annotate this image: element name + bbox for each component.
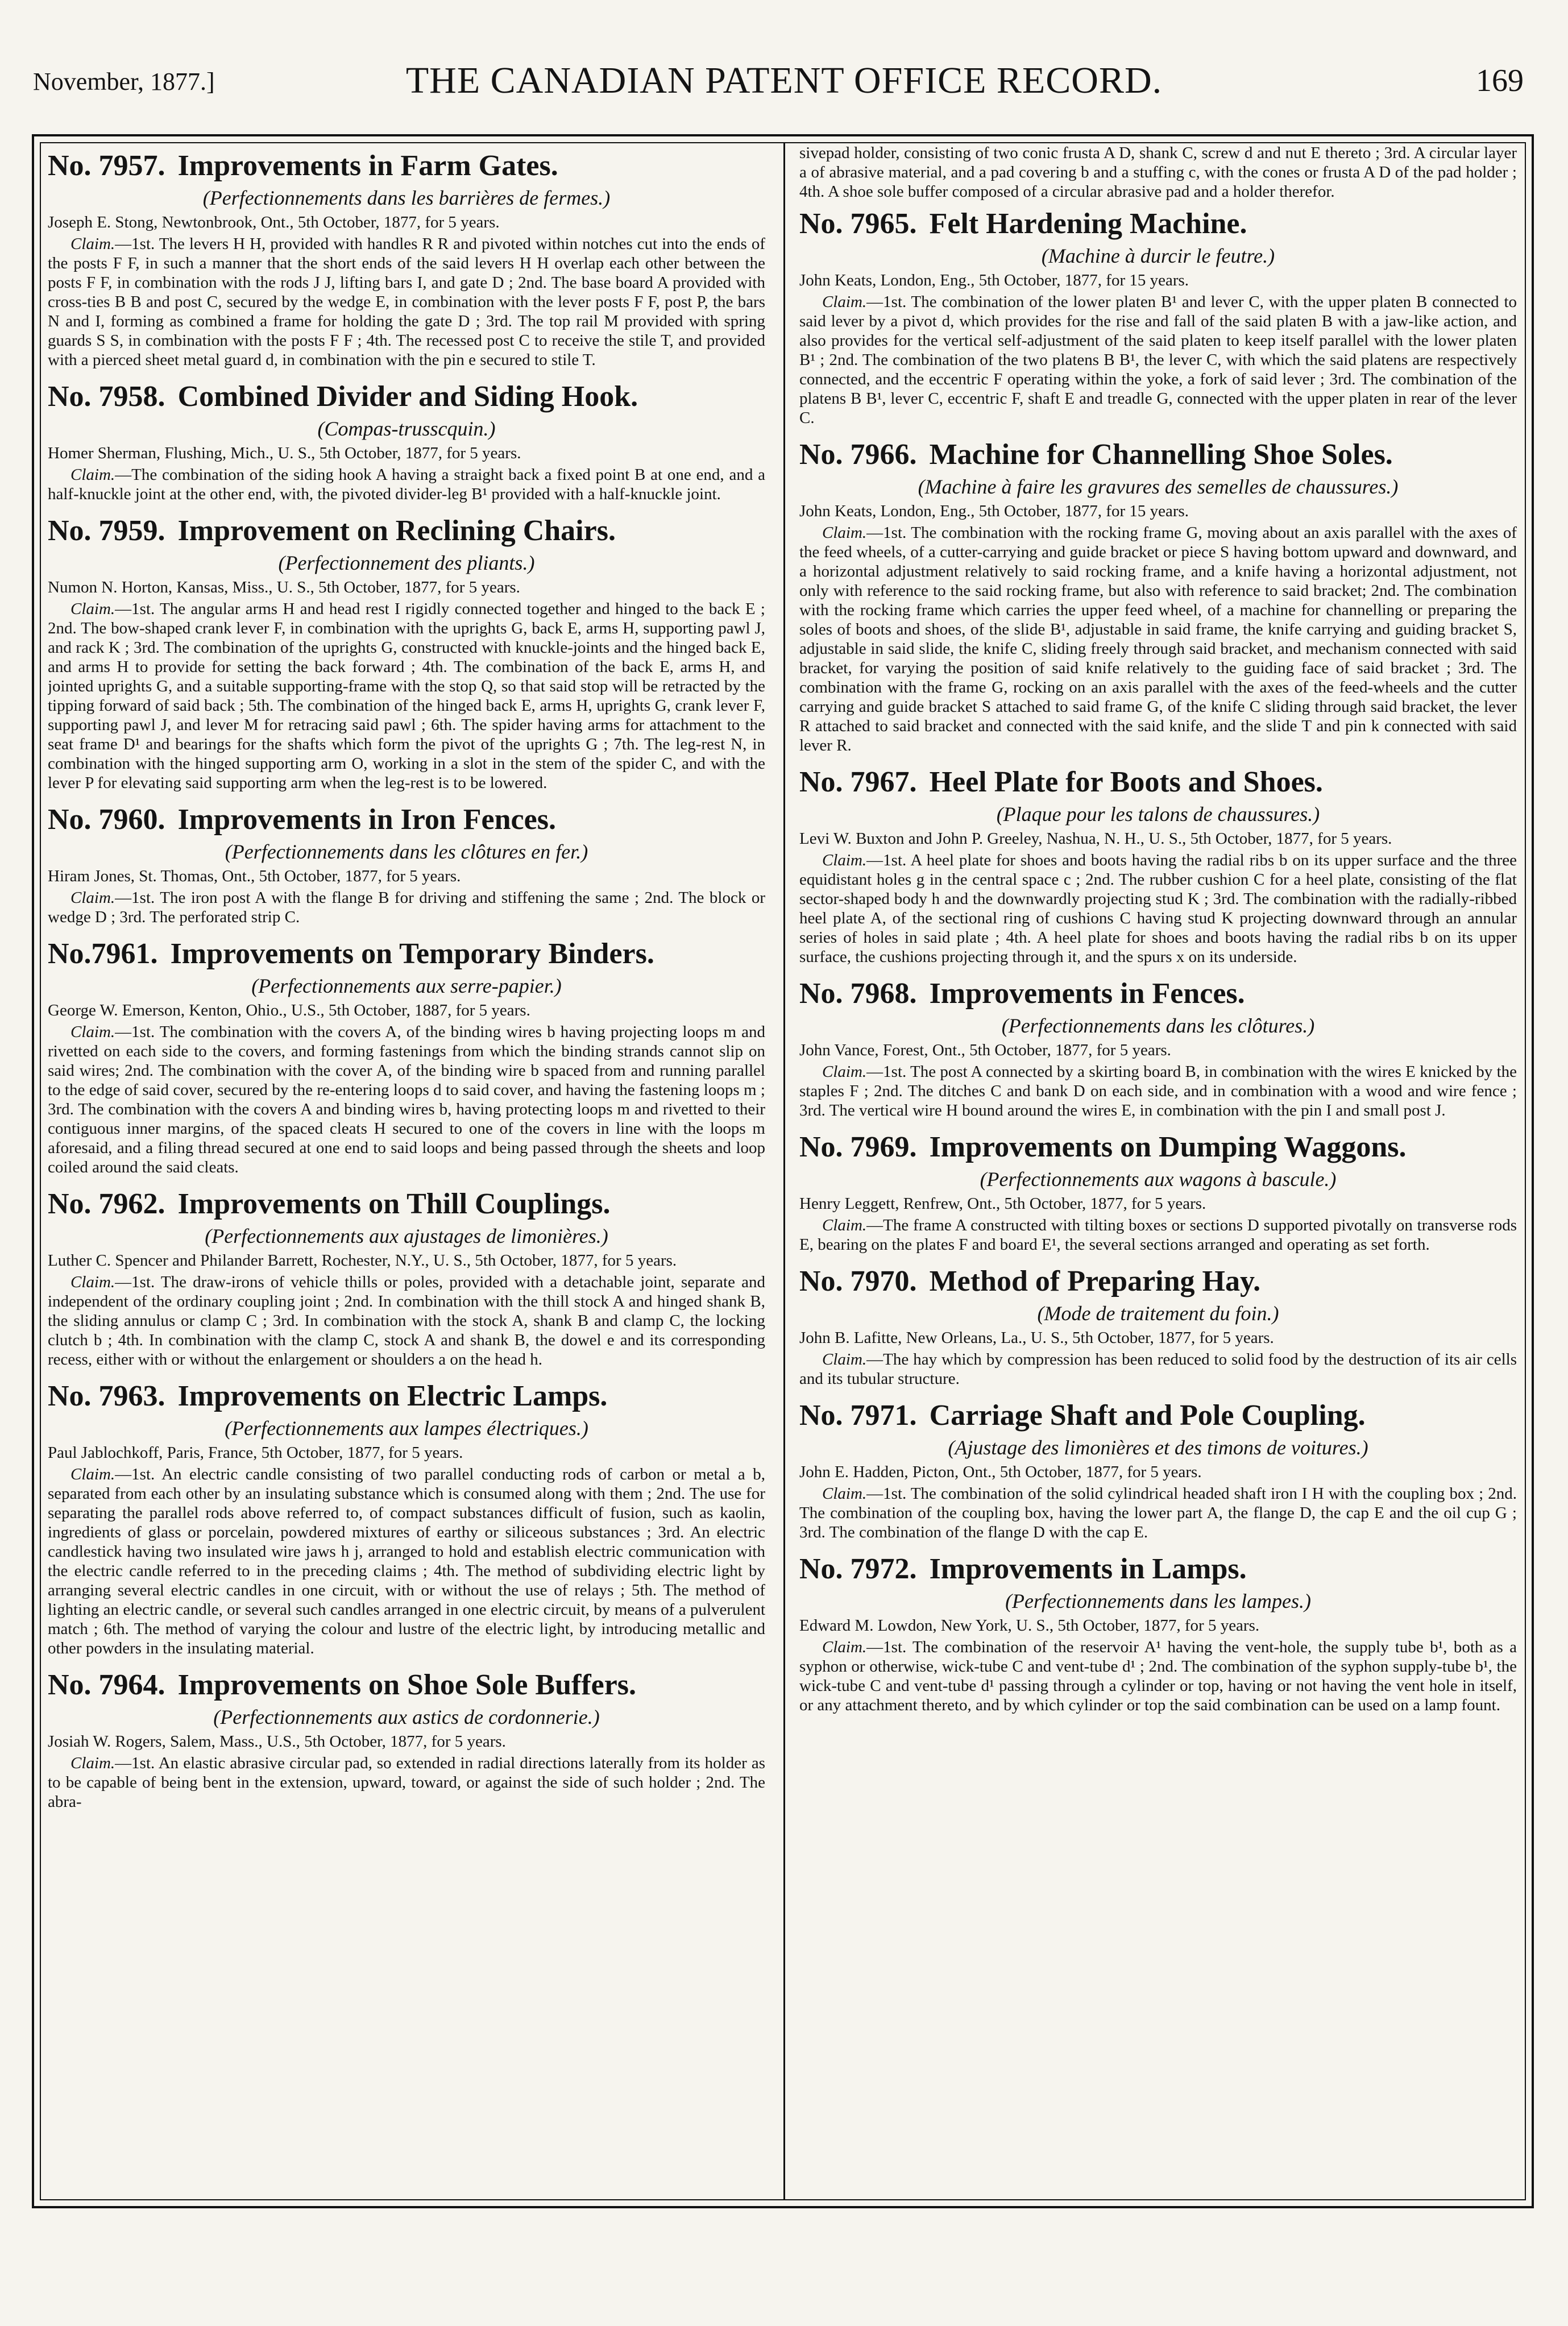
patent-number: No. 7965. [799, 208, 917, 240]
inventor-line: Luther C. Spencer and Philander Barrett, Rochester, N.Y., U. S., 5th October, 1877, for 5 years. [48, 1251, 677, 1270]
patent-number: No. 7963. [48, 1380, 165, 1412]
patent-title: Machine for Channelling Shoe Soles. [929, 438, 1393, 471]
inventor-line: Homer Sherman, Flushing, Mich., U. S., 5th October, 1877, for 5 years. [48, 444, 521, 462]
patent-entry [48, 380, 765, 504]
claim-label: Claim. [822, 851, 867, 869]
claim-label: Claim. [70, 1023, 115, 1041]
patent-entry [799, 1130, 1517, 1254]
patent-title: Improvements in Lamps. [929, 1553, 1247, 1585]
patent-entry [799, 438, 1517, 755]
entry-heading [48, 514, 765, 548]
claim-label: Claim. [70, 1754, 115, 1772]
claim-body: —1st. The angular arms H and head rest I rigidly connected together and hinged to the back E ; 2nd. The bow-shaped crank lever F, in combination with the uprights G, back E, arms H, supporting pawl J, and rack K ; 3rd. The combination of the uprights G, constructed with knuckle-joints and the hinged back E, and arms H to provide for setting the back forward ; 4th. The combination of the back E, arms H, and jointed uprights G, and a suitable supporting-frame with the stop Q, so that said stop will be retracted by the tipping forward of said back ; 5th. The combination of the hinged back E, arms H, uprights G, crank lever F, supporting pawl J, and lever M for retracing said pawl ; 6th. The spider having arms for attachment to the seat frame D¹ and bearings for the shafts which form the pivot of the uprights G ; 7th. The leg-rest N, in combination with the hinged supporting arm O, working in a slot in the stem of the spider C, and with the lever P for elevating said supporting arm when the leg-rest is to be lowered. [48, 600, 765, 792]
patent-title: Improvements in Iron Fences. [177, 803, 556, 836]
patent-number: No. 7970. [799, 1265, 917, 1297]
entry-heading [48, 803, 765, 837]
entry-heading [799, 765, 1517, 799]
patent-entry [799, 977, 1517, 1120]
patent-title: Improvements on Shoe Sole Buffers. [177, 1669, 637, 1701]
french-title: (Machine à faire les gravures des semelles de chaussures.) [918, 475, 1399, 498]
patent-entry [48, 803, 765, 927]
french-title: (Perfectionnements aux ajustages de limonières.) [205, 1225, 608, 1247]
patent-title: Improvements on Dumping Waggons. [929, 1131, 1407, 1163]
claim-body: —1st. The combination of the solid cylindrical headed shaft iron I H with the coupling box ; 2nd. The combination of the coupling box, having the lower part A, the flange D, the cap E and the oil cup G ; 3rd. The combination of the flange D with the cap E. [799, 1485, 1517, 1541]
inventor-line: John E. Hadden, Picton, Ont., 5th October, 1877, for 5 years. [799, 1463, 1202, 1481]
claim-text [48, 1465, 765, 1658]
claim-body: —The hay which by compression has been reduced to solid food by the destruction of its air cells and its tubular structure. [799, 1350, 1517, 1388]
claim-body: —1st. The combination with the rocking frame G, moving about an axis parallel with the axes of the feed wheels, of a cutter-carrying and guide bracket or piece S having bottom upward and downward, and a horizontal adjustment relatively to said rocking frame, and a knife having a horizontal adjustment, not only with reference to the said rocking frame, but also with reference to said bracket; 2nd. The combination with the rocking frame which carries the upper feed wheel, of a machine for channelling or preparing the soles of boots and shoes, of the slide B¹, adjustable in said frame, the knife carrying and guiding bracket S, adjustable in said slide, the knife C, sliding freely through said bracket, and mechanism connected with said bracket, for varying the position of said knife relatively to the guiding face of said bracket ; 3rd. The combination with the frame G, rocking on an axis parallel with the axes of the feed-wheels and the cutter carrying and guide bracket S attached to said frame G, of the knife C sliding through said bracket, the lever R attached to said bracket and connected with the said knife, and the slide T and pin k connected with said lever R. [799, 524, 1517, 754]
entry-heading [799, 438, 1517, 472]
claim-body: —1st. The combination of the reservoir A¹ having the vent-hole, the supply tube b¹, both as a syphon or otherwise, wick-tube C and vent-tube d¹ ; 2nd. The combination of the syphon supply-tube b¹, the wick-tube C and vent-tube d¹ passing through a cylinder or top, having or not having the vent hole in itself, or any attachment thereto, and by which cylinder or top the said combination can be used on a lamp fount. [799, 1638, 1517, 1714]
inventor-line: Hiram Jones, St. Thomas, Ont., 5th October, 1877, for 5 years. [48, 867, 461, 885]
issue-date: November, 1877.] [33, 68, 215, 96]
claim-text [48, 465, 765, 504]
entry-heading [48, 380, 765, 414]
patent-number: No. 7957. [48, 150, 165, 182]
claim-text [799, 523, 1517, 755]
patent-title: Improvement on Reclining Chairs. [177, 515, 616, 547]
claim-body: —1st. An electric candle consisting of two parallel conducting rods of carbon or metal a b, separated from each other by an insulating substance which is consumed along with them ; 2nd. The use for separating the parallel rods above referred to, of compact substances difficult of fusion, such as kaolin, ingredients of glass or porcelain, powdered mixtures of earthy or siliceous substances ; 3rd. An electric candlestick having two insulated wire jaws h j, arranged to hold and establish electric communication with the electric candle referred to in the preceding claims ; 4th. The method of subdividing electric light by arranging several electric candles in one circuit, with or without the use of relays ; 5th. The method of lighting an electric candle, or several such candles arranged in one electric circuit, by means of a pulverulent match ; 6th. The method of varying the colour and lustre of the electric light, by introducing metallic and other powders in the insulating material. [48, 1465, 765, 1657]
french-title: (Perfectionnements dans les clôtures.) [1001, 1014, 1315, 1037]
inventor-line: John Vance, Forest, Ont., 5th October, 1877, for 5 years. [799, 1041, 1171, 1059]
claim-body: —The combination of the siding hook A having a straight back a fixed point B at one end, and a half-knuckle joint at the other end, with, the pivoted divider-leg B¹ provided with a half-knuckle joint. [48, 466, 765, 503]
claim-text [799, 851, 1517, 967]
inventor-line: George W. Emerson, Kenton, Ohio., U.S., 5th October, 1887, for 5 years. [48, 1001, 530, 1019]
claim-body: —The frame A constructed with tilting boxes or sections D supported pivotally on transverse rods E, bearing on the plates F and board E¹, the several sections arranged and operating as set forth. [799, 1216, 1517, 1254]
entry-heading [799, 207, 1517, 241]
inventor-line: Paul Jablochkoff, Paris, France, 5th October, 1877, for 5 years. [48, 1444, 463, 1462]
claim-text [48, 1022, 765, 1177]
claim-label: Claim. [822, 293, 867, 311]
patent-entry [799, 765, 1517, 967]
french-title: (Perfectionnements aux serre-papier.) [251, 975, 562, 997]
running-head [33, 55, 1535, 111]
claim-label: Claim. [822, 1638, 867, 1656]
claim-body: —1st. The draw-irons of vehicle thills or poles, provided with a detachable joint, separate and independent of the ordinary coupling joint ; 2nd. In combination with the thill stock A and hinged shank B, the sliding annulus or clamp C ; 3rd. In combination with the stock A, shank B and clamp C, the locking clutch b ; 4th. In combination with the clamp C, stock A and shank B, the dowel e and its corresponding recess, either with or without the enlargement or shoulders a on the head h. [48, 1273, 765, 1369]
patent-entry [48, 1187, 765, 1369]
patent-title: Improvements on Thill Couplings. [177, 1188, 611, 1220]
patent-title: Improvements in Farm Gates. [177, 150, 558, 182]
patent-title: Improvements in Fences. [929, 977, 1245, 1010]
inventor-line: Joseph E. Stong, Newtonbrook, Ont., 5th October, 1877, for 5 years. [48, 213, 500, 231]
inventor-line: Levi W. Buxton and John P. Greeley, Nashua, N. H., U. S., 5th October, 1877, for 5 years. [799, 830, 1392, 848]
patent-entry [799, 207, 1517, 428]
claim-body: —1st. The combination with the covers A, of the binding wires b having projecting loops m and rivetted on each side to the covers, and forming fastenings from which the binding strands cannot slip on said wires; 2nd. The combination with the cover A, of the binding wire b spaced from and running parallel to the edge of said cover, secured by the re-entering loops d to said cover, and having the fastening loops m ; 3rd. The combination with the covers A and binding wires b, having protecting loops m and rivetted to their contiguous inner margins, of the spaced cleats H secured to one of the covers in line with the loops m aforesaid, and a filing thread secured at one end to said loops and being passed through the sheets and loop coiled around the said cleats. [48, 1023, 765, 1176]
claim-label: Claim. [822, 1350, 867, 1369]
french-title: (Perfectionnements dans les lampes.) [1005, 1590, 1311, 1612]
inventor-line: John B. Lafitte, New Orleans, La., U. S., 5th October, 1877, for 5 years. [799, 1329, 1274, 1347]
entry-heading [48, 1668, 765, 1702]
claim-label: Claim. [70, 466, 115, 484]
claim-label: Claim. [70, 1273, 115, 1291]
french-title: (Perfectionnements aux wagons à bascule.) [980, 1168, 1337, 1191]
patent-title: Improvements on Electric Lamps. [177, 1380, 608, 1412]
patent-title: Combined Divider and Siding Hook. [177, 380, 638, 413]
claim-text [799, 1484, 1517, 1542]
french-title: (Compas-trusscquin.) [317, 417, 496, 440]
entry-heading [799, 977, 1517, 1011]
french-title: (Perfectionnements aux lampes électriques.) [225, 1417, 588, 1440]
entry-heading [48, 937, 765, 971]
claim-body: —1st. The levers H H, provided with handles R R and pivoted within notches cut into the ends of the posts F F, in such a manner that the short ends of the said levers H H overlap each other between the posts F F, in combination with the rods J J, lifting bars I, and gate D ; 2nd. The base board A provided with cross-ties B B and post C, secured by the wedge E, in combination with the lever posts F F, post P, the bars N and I, forming as combined a frame for holding the gate D ; 3rd. The top rail M provided with spring guards S S, in combination with the posts F F ; 4th. The recessed post C to receive the stile T, and provided with a pierced sheet metal guard d, in combination with the pin e secured to stile T. [48, 235, 765, 369]
entry-heading [799, 1399, 1517, 1433]
patent-entry [48, 1379, 765, 1658]
french-title: (Perfectionnements dans les clôtures en fer.) [225, 840, 588, 863]
entry-heading [48, 1187, 765, 1221]
inventor-line: Josiah W. Rogers, Salem, Mass., U.S., 5th October, 1877, for 5 years. [48, 1732, 506, 1751]
patent-number: No. 7969. [799, 1131, 917, 1163]
entry-heading [799, 1552, 1517, 1586]
claim-body: —1st. The post A connected by a skirting board B, in combination with the wires E knicked by the staples F ; 2nd. The ditches C and bank D on each side, and in combination with a wood and wire fence ; 3rd. The vertical wire H bound around the wires E, in combination with the pin I and small post J. [799, 1063, 1517, 1120]
french-title: (Ajustage des limonières et des timons de voitures.) [948, 1436, 1368, 1459]
claim-text [48, 888, 765, 927]
entry-heading [799, 1130, 1517, 1164]
claim-text [48, 599, 765, 793]
french-title: (Perfectionnements aux astics de cordonnerie.) [213, 1706, 600, 1728]
french-title: (Machine à durcir le feutre.) [1041, 244, 1275, 267]
inventor-line: John Keats, London, Eng., 5th October, 1877, for 15 years. [799, 271, 1189, 289]
patent-number: No. 7962. [48, 1188, 165, 1220]
claim-label: Claim. [70, 889, 115, 907]
patent-number: No. 7971. [799, 1399, 917, 1432]
claim-text [48, 1753, 765, 1811]
patent-entry [799, 1264, 1517, 1388]
claim-text [799, 1062, 1517, 1120]
french-title: (Plaque pour les talons de chaussures.) [996, 803, 1320, 826]
claim-body: —1st. A heel plate for shoes and boots having the radial ribs b on its upper surface and the three equidistant holes g in the central space c ; 2nd. The rubber cushion C for a heel plate, consisting of the flat sector-shaped body h and the downwardly projecting stud K ; 3rd. The combination with the radially-ribbed heel plate A, of the sectional ring of cushions C having stud K projecting downward through an annular series of holes in said plate ; 4th. A heel plate for shoes and boots having the radial ribs b on its upper surface, the cushions projecting through it, and the spurs x on its underside. [799, 851, 1517, 966]
claim-body: —1st. The combination of the lower platen B¹ and lever C, with the upper platen B connected to said lever by a pivot d, which provides for the rise and fall of the said platen B with a jaw-like action, and also provides for the vertical self-adjustment of the said platen to keep itself parallel with the lower platen B¹ ; 2nd. The combination of the two platens B B¹, the lever C, with which the said platens are respectively connected, and the eccentric F operating within the yoke, a fork of said lever ; 3rd. The combination of the platens B B¹, lever C, eccentric F, shaft E and treadle G, connected with the upper platen in rear of the lever C. [799, 293, 1517, 427]
patent-entry [799, 1552, 1517, 1715]
claim-text [799, 292, 1517, 428]
french-title: (Mode de traitement du foin.) [1037, 1302, 1279, 1325]
inventor-line: Numon N. Horton, Kansas, Miss., U. S., 5th October, 1877, for 5 years. [48, 578, 520, 596]
patent-entry [48, 514, 765, 793]
entry-heading [48, 1379, 765, 1413]
claim-text [799, 1637, 1517, 1715]
patent-entry [799, 1399, 1517, 1542]
entry-heading [799, 1264, 1517, 1299]
patent-number: No. 7972. [799, 1553, 917, 1585]
patent-number: No. 7964. [48, 1669, 165, 1701]
right-column [799, 143, 1517, 2190]
patent-entry [48, 149, 765, 370]
patent-title: Improvements on Temporary Binders. [170, 938, 654, 970]
patent-number: No. 7960. [48, 803, 165, 836]
claim-text [799, 1350, 1517, 1388]
patent-entry [48, 1668, 765, 1811]
inventor-line: Henry Leggett, Renfrew, Ont., 5th October, 1877, for 5 years. [799, 1195, 1206, 1213]
claim-label: Claim. [70, 1465, 115, 1483]
entry-heading [48, 149, 765, 183]
patent-entry [48, 937, 765, 1177]
claim-body: —1st. The iron post A with the flange B for driving and stiffening the same ; 2nd. The block or wedge D ; 3rd. The perforated strip C. [48, 889, 765, 926]
claim-text [799, 1216, 1517, 1254]
patent-title: Heel Plate for Boots and Shoes. [929, 766, 1323, 798]
claim-body: —1st. An elastic abrasive circular pad, so extended in radial directions laterally from its holder as to be capable of being bent in the extension, upward, toward, or against the side of such holder ; 2nd. The abra- [48, 1754, 765, 1811]
french-title: (Perfectionnement des pliants.) [278, 552, 535, 574]
claim-text [48, 234, 765, 370]
patent-number: No. 7958. [48, 380, 165, 413]
patent-number: No.7961. [48, 938, 158, 970]
french-title: (Perfectionnements dans les barrières de fermes.) [202, 186, 611, 209]
patent-title: Method of Preparing Hay. [929, 1265, 1261, 1297]
claim-label: Claim. [822, 1485, 867, 1503]
patent-number: No. 7966. [799, 438, 917, 471]
patent-title: Carriage Shaft and Pole Coupling. [929, 1399, 1366, 1432]
continued-claim: sivepad holder, consisting of two conic frusta A D, shank C, screw d and nut E thereto ; 3rd. A circular layer a of abrasive material, and a pad covering b and a stuffing c, with the cones or frusta A D of the pad holder ; 4th. A shoe sole buffer composed of a circular abrasive pad and a holder therefor. [799, 144, 1517, 201]
claim-label: Claim. [70, 235, 115, 253]
patent-number: No. 7959. [48, 515, 165, 547]
left-column [48, 143, 765, 2190]
claim-label: Claim. [822, 1216, 867, 1234]
claim-label: Claim. [822, 1063, 867, 1081]
inventor-line: Edward M. Lowdon, New York, U. S., 5th October, 1877, for 5 years. [799, 1616, 1260, 1635]
patent-number: No. 7968. [799, 977, 917, 1010]
publication-title: THE CANADIAN PATENT OFFICE RECORD. [405, 60, 1163, 101]
column-rule [783, 142, 785, 2200]
patent-title: Felt Hardening Machine. [929, 208, 1247, 240]
page-number: 169 [1476, 63, 1524, 98]
claim-text [48, 1272, 765, 1369]
claim-label: Claim. [822, 524, 867, 542]
patent-number: No. 7967. [799, 766, 917, 798]
claim-label: Claim. [70, 600, 115, 618]
inventor-line: John Keats, London, Eng., 5th October, 1877, for 15 years. [799, 502, 1189, 520]
